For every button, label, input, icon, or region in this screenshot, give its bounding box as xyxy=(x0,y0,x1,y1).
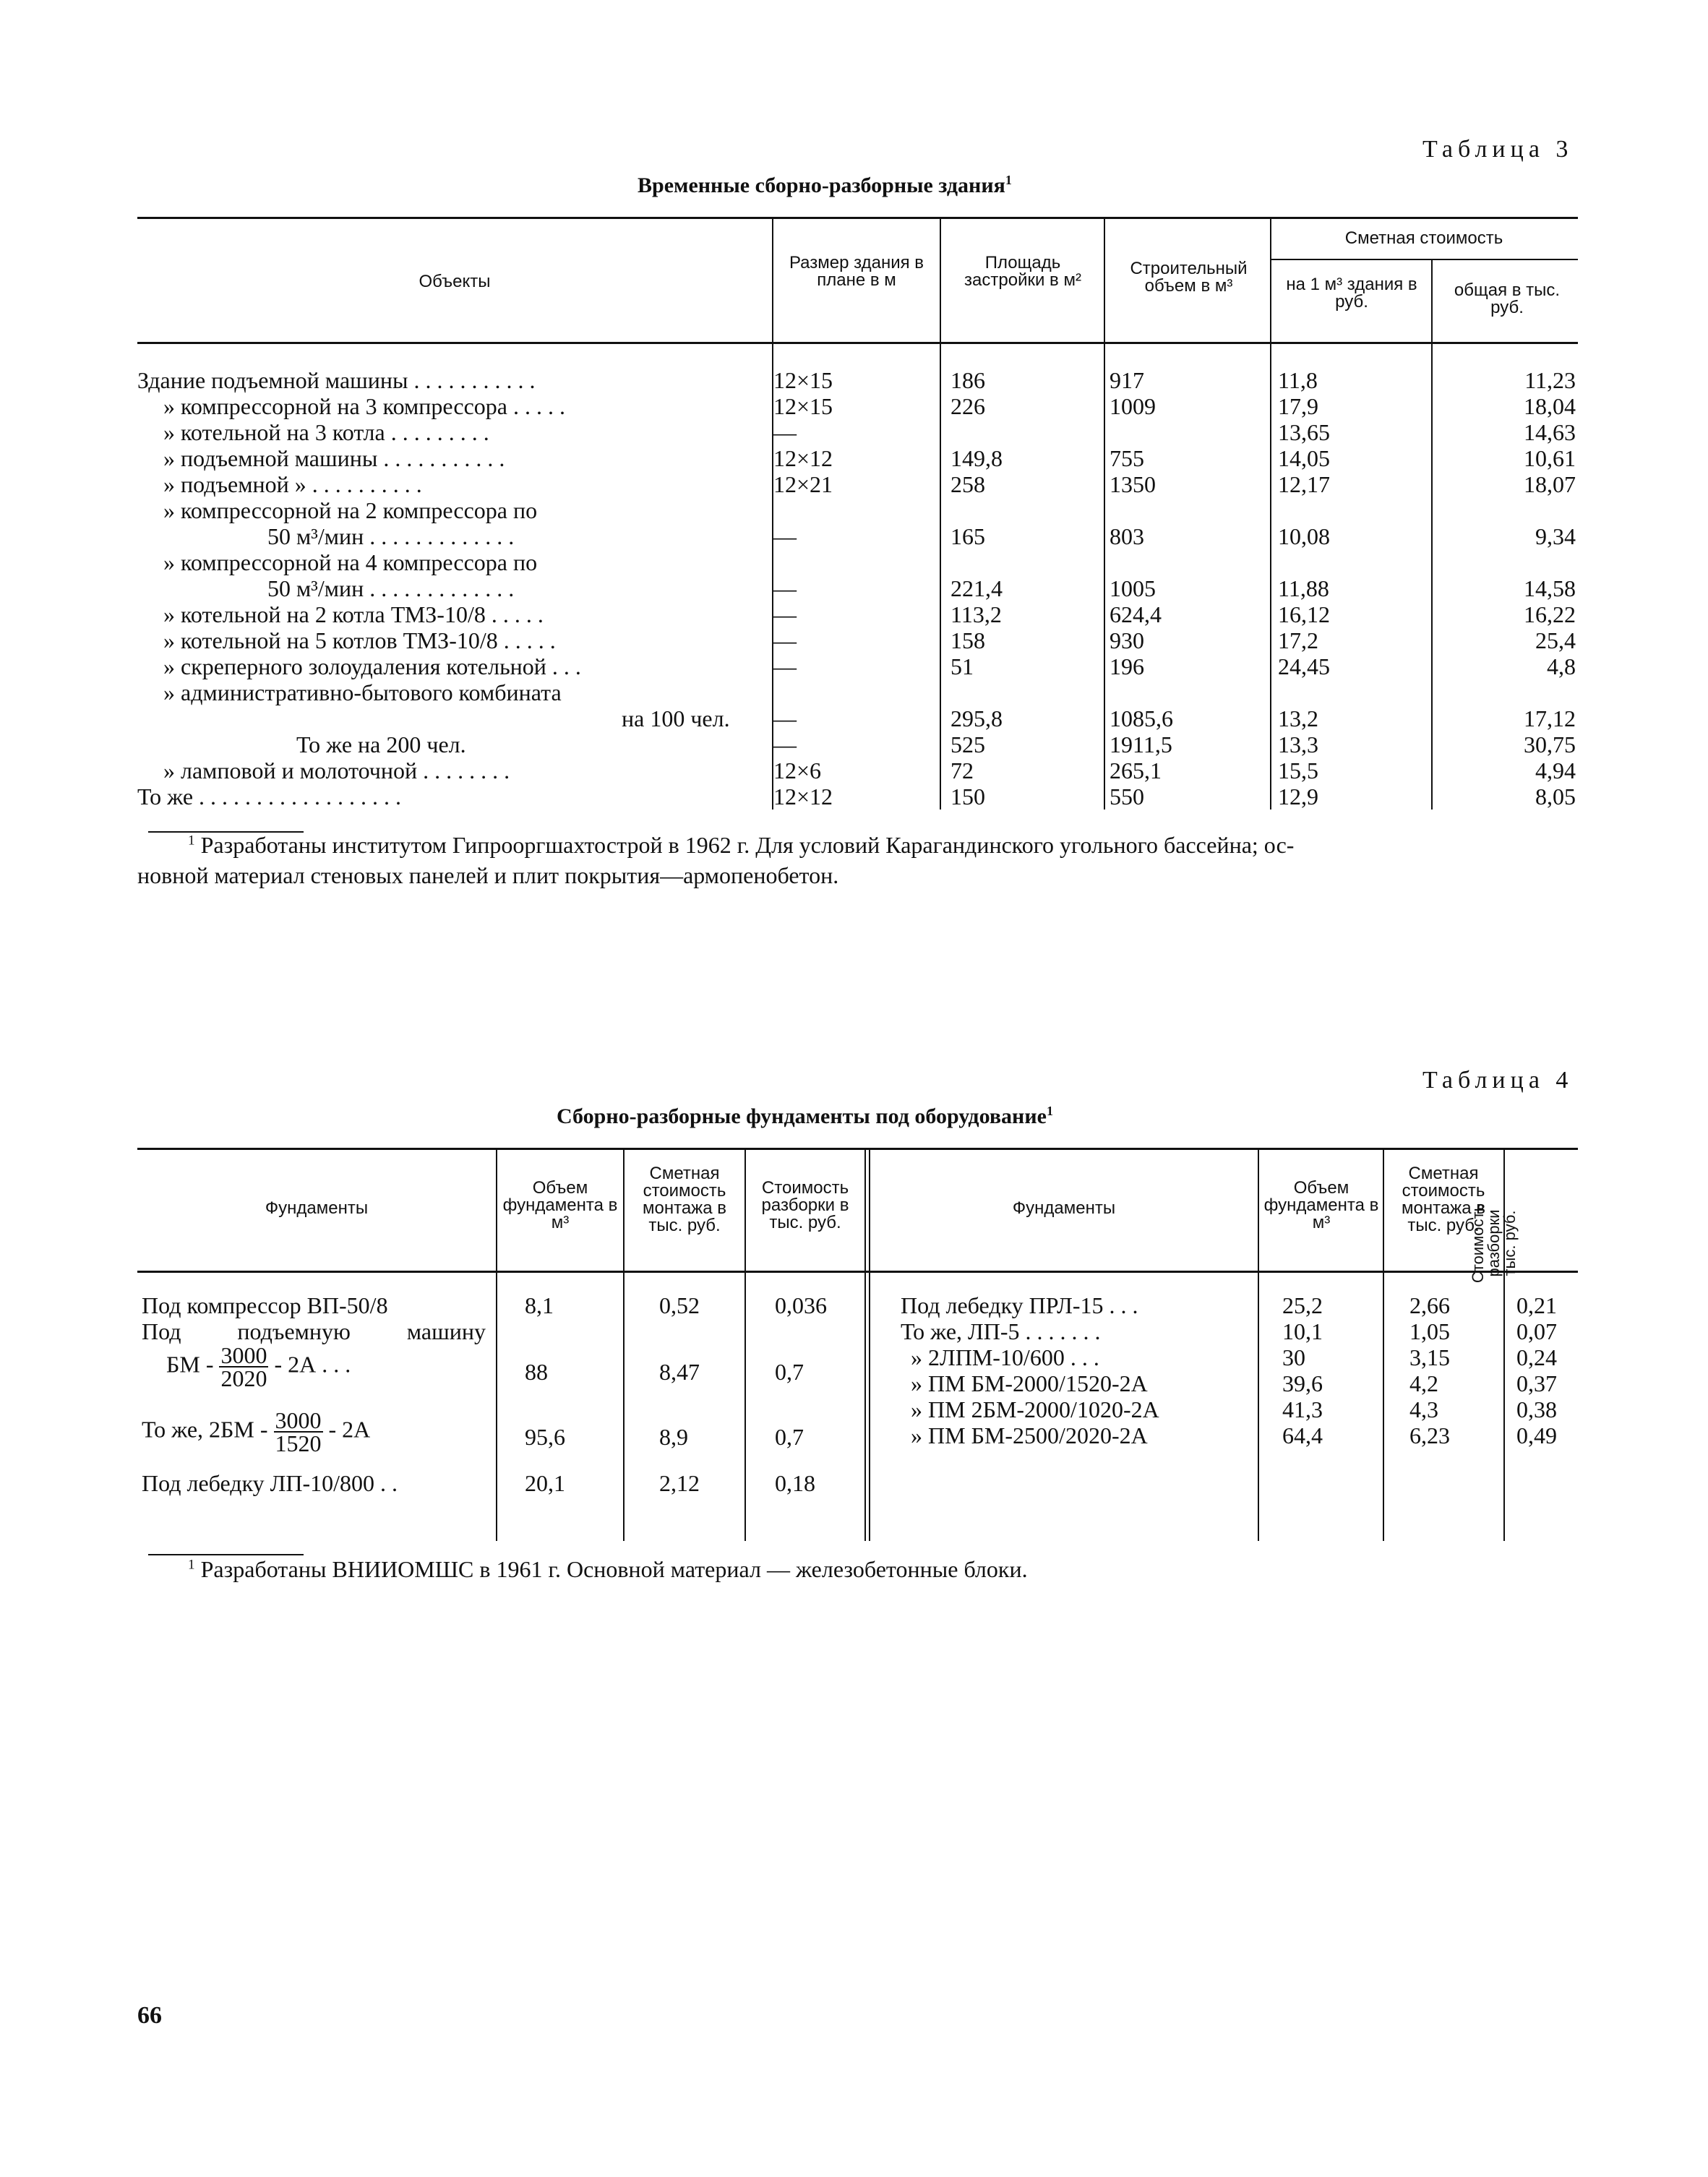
t4-right-row-4-volume: 39,6 xyxy=(1282,1370,1323,1396)
table4-col-sep-4a xyxy=(864,1148,866,1541)
table3-header-volume: Строительный объем в м³ xyxy=(1130,259,1248,296)
t4-left-row2-denominator: 2020 xyxy=(220,1365,267,1391)
table3-row-10-name: » котельной на 2 котла ТМЗ-10/8 . . . . . xyxy=(163,601,544,627)
table3-row-17-name: То же . . . . . . . . . . . . . . . . . . xyxy=(137,783,402,810)
t4-right-row-5-name: » ПМ 2БМ-2000/1020-2А xyxy=(911,1396,1159,1422)
t4-left-row2-line1: Под подъемную машину xyxy=(142,1318,486,1344)
table4-label: Таблица 4 xyxy=(1422,1067,1574,1094)
t4-right-row-2-volume: 10,1 xyxy=(1282,1318,1323,1344)
table3-col-sep-3 xyxy=(1104,217,1105,810)
t4-left-row2-prefix: БМ - xyxy=(166,1351,214,1378)
t4-left-row2-numerator: 3000 xyxy=(220,1342,267,1368)
table4-col-sep-6 xyxy=(1383,1148,1384,1541)
table3-row-16-volume: 265,1 xyxy=(1110,757,1162,783)
table3-row-15-area: 525 xyxy=(950,731,985,757)
t4-right-row-1-name: Под лебедку ПРЛ-15 . . . xyxy=(901,1292,1138,1318)
table3-row-9-per_m3: 11,88 xyxy=(1278,575,1329,601)
table3-row-7-name: 50 м³/мин . . . . . . . . . . . . . xyxy=(267,523,515,549)
table3-row-3-total: 14,63 xyxy=(1524,419,1576,445)
table4-footnote-mark: 1 xyxy=(188,1557,195,1573)
table4-header-volume: Объем фундамента в м³ xyxy=(502,1178,618,1232)
table3-footnote-mark: 1 xyxy=(188,833,195,849)
table3-row-17-total: 8,05 xyxy=(1535,783,1576,810)
t4-right-row-3-install: 3,15 xyxy=(1409,1344,1450,1370)
table3-cost-group-rule xyxy=(1270,259,1578,260)
table3-row-11-name: » котельной на 5 котлов ТМЗ-10/8 . . . . . xyxy=(163,627,556,653)
t4-left-row2-suffix: - 2А . . . xyxy=(274,1351,351,1378)
table3-row-1-per_m3: 11,8 xyxy=(1278,367,1318,393)
t4-left-row3-numerator: 3000 xyxy=(275,1407,322,1433)
table3-row-2-name: » компрессорной на 3 компрессора . . . . . xyxy=(163,393,565,419)
table3-row-9-area: 221,4 xyxy=(950,575,1003,601)
table3-row-7-size: — xyxy=(773,523,797,549)
t4-right-row-6-name: » ПМ БМ-2500/2020-2А xyxy=(911,1422,1148,1448)
table3-row-10-size: — xyxy=(773,601,797,627)
table3-row-2-volume: 1009 xyxy=(1110,393,1156,419)
table3-row-4-total: 10,61 xyxy=(1524,445,1576,471)
table3-row-11-volume: 930 xyxy=(1110,627,1144,653)
table4-title-footnote-mark: 1 xyxy=(1046,1104,1053,1118)
table3-title xyxy=(638,173,1012,198)
table3-row-5-total: 18,07 xyxy=(1524,471,1576,497)
table3-row-3-size: — xyxy=(773,419,797,445)
t4-right-row-1-install: 2,66 xyxy=(1409,1292,1450,1318)
table3-row-14-name: на 100 чел. xyxy=(622,705,730,731)
table3-row-15-name: То же на 200 чел. xyxy=(296,731,466,757)
table3-header-cost-per-m3: на 1 м³ здания в руб. xyxy=(1286,275,1417,312)
table3-row-10-total: 16,22 xyxy=(1524,601,1576,627)
table4-col-sep-5 xyxy=(1258,1148,1259,1541)
t4-left-row2-install: 8,47 xyxy=(659,1359,700,1385)
t4-right-row-2-name: То же, ЛП-5 . . . . . . . xyxy=(901,1318,1101,1344)
table3-footnote xyxy=(137,830,1576,890)
table3-header-size: Размер здания в плане в м xyxy=(789,253,924,290)
table4-col-sep-3 xyxy=(744,1148,746,1541)
table3-row-16-per_m3: 15,5 xyxy=(1278,757,1318,783)
table3-row-15-total: 30,75 xyxy=(1524,731,1576,757)
table4-col-sep-4b xyxy=(869,1148,870,1541)
t4-left-row2-name xyxy=(166,1344,351,1389)
table3-row-4-name: » подъемной машины . . . . . . . . . . . xyxy=(163,445,505,471)
table3-header-cost-total: общая в тыс. руб. xyxy=(1454,280,1561,317)
table3-row-4-volume: 755 xyxy=(1110,445,1144,471)
table4-header-install-cost: Сметная стоимость монтажа в тыс. руб. xyxy=(643,1164,726,1235)
table3-row-2-total: 18,04 xyxy=(1524,393,1576,419)
table3-row-10-area: 113,2 xyxy=(950,601,1002,627)
table4-header-rule xyxy=(137,1271,1578,1273)
table3-row-1-name: Здание подъемной машины . . . . . . . . . . . xyxy=(137,367,536,393)
t4-left-row3-dismantle: 0,7 xyxy=(775,1424,804,1450)
table3-row-2-size: 12×15 xyxy=(773,393,833,419)
t4-left-row3-denominator: 1520 xyxy=(275,1430,322,1456)
table3-row-16-size: 12×6 xyxy=(773,757,822,783)
table3-row-9-volume: 1005 xyxy=(1110,575,1156,601)
t4-left-row3-volume: 95,6 xyxy=(525,1424,565,1450)
table4-header-foundations: Фундаменты xyxy=(265,1198,369,1218)
table3-header-rule xyxy=(137,342,1578,344)
table3-row-16-name: » ламповой и молоточной . . . . . . . . xyxy=(163,757,510,783)
t4-right-row-2-install: 1,05 xyxy=(1409,1318,1450,1344)
table3-row-15-volume: 1911,5 xyxy=(1110,731,1172,757)
table3-row-12-size: — xyxy=(773,653,797,679)
table4-col-sep-1 xyxy=(496,1148,497,1541)
table4-footnote xyxy=(188,1554,1561,1584)
table3-row-14-total: 17,12 xyxy=(1524,705,1576,731)
t4-right-row-4-name: » ПМ БМ-2000/1520-2А xyxy=(911,1370,1148,1396)
t4-left-row3-prefix: То же, 2БМ - xyxy=(142,1416,268,1443)
table3-row-14-volume: 1085,6 xyxy=(1110,705,1173,731)
t4-left-row4-volume: 20,1 xyxy=(525,1470,565,1496)
table3-col-sep-4 xyxy=(1270,217,1271,810)
table3-row-7-total: 9,34 xyxy=(1535,523,1576,549)
table3-header-cost-group: Сметная стоимость xyxy=(1344,228,1503,248)
table3-row-1-size: 12×15 xyxy=(773,367,833,393)
table3-row-3-name: » котельной на 3 котла . . . . . . . . . xyxy=(163,419,489,445)
table3-row-11-size: — xyxy=(773,627,797,653)
table4-footnote-text: Разработаны ВНИИОМШС в 1961 г. Основной материал — железобетонные блоки. xyxy=(200,1556,1028,1582)
t4-left-row1-name: Под компрессор ВП-50/8 xyxy=(142,1292,388,1318)
t4-left-row3-suffix: - 2А xyxy=(328,1416,371,1443)
t4-right-row-6-volume: 64,4 xyxy=(1282,1422,1323,1448)
table3-row-17-per_m3: 12,9 xyxy=(1278,783,1318,810)
table3-row-17-size: 12×12 xyxy=(773,783,833,810)
table3-row-15-per_m3: 13,3 xyxy=(1278,731,1318,757)
table4-top-rule xyxy=(137,1148,1578,1150)
t4-right-row-3-name: » 2ЛПМ-10/600 . . . xyxy=(911,1344,1099,1370)
t4-left-row3-fraction xyxy=(274,1409,323,1454)
table3-row-10-per_m3: 16,12 xyxy=(1278,601,1330,627)
table3-row-9-size: — xyxy=(773,575,797,601)
table3-row-6-name: » компрессорной на 2 компрессора по xyxy=(163,497,538,523)
table3-header-objects: Объекты xyxy=(419,272,491,291)
table4-col-sep-2 xyxy=(623,1148,625,1541)
table3-row-17-area: 150 xyxy=(950,783,985,810)
t4-left-row3-install: 8,9 xyxy=(659,1424,688,1450)
table3-row-4-area: 149,8 xyxy=(950,445,1003,471)
table3-row-7-per_m3: 10,08 xyxy=(1278,523,1330,549)
table4-title-text: Сборно-разборные фундаменты под оборудование xyxy=(557,1104,1047,1128)
t4-right-row-4-install: 4,2 xyxy=(1409,1370,1438,1396)
table3-col-sep-2 xyxy=(940,217,941,810)
table4-header-foundations-right: Фундаменты xyxy=(1012,1198,1116,1218)
table3-row-3-per_m3: 13,65 xyxy=(1278,419,1330,445)
table3-row-4-size: 12×12 xyxy=(773,445,833,471)
t4-left-row2-volume: 88 xyxy=(525,1359,548,1385)
t4-right-row-2-dismantle: 0,07 xyxy=(1516,1318,1557,1344)
table3-row-5-name: » подъемной » . . . . . . . . . . xyxy=(163,471,422,497)
t4-right-row-4-dismantle: 0,37 xyxy=(1516,1370,1557,1396)
table3-title-text: Временные сборно-разборные здания xyxy=(638,173,1005,197)
table3-row-5-volume: 1350 xyxy=(1110,471,1156,497)
table3-row-11-per_m3: 17,2 xyxy=(1278,627,1318,653)
table3-row-5-size: 12×21 xyxy=(773,471,833,497)
table3-title-footnote-mark: 1 xyxy=(1005,173,1012,187)
table3-row-7-area: 165 xyxy=(950,523,985,549)
table3-row-11-area: 158 xyxy=(950,627,985,653)
table3-row-4-per_m3: 14,05 xyxy=(1278,445,1330,471)
table3-row-1-area: 186 xyxy=(950,367,985,393)
table3-row-12-total: 4,8 xyxy=(1547,653,1576,679)
table3-row-9-name: 50 м³/мин . . . . . . . . . . . . . xyxy=(267,575,515,601)
t4-right-row-3-volume: 30 xyxy=(1282,1344,1305,1370)
table3-label: Таблица 3 xyxy=(1422,136,1574,163)
table3-row-8-name: » компрессорной на 4 компрессора по xyxy=(163,549,538,575)
t4-right-row-5-volume: 41,3 xyxy=(1282,1396,1323,1422)
table3-row-9-total: 14,58 xyxy=(1524,575,1576,601)
table3-footnote-line2: новной материал стеновых панелей и плит покрытия—армопенобетон. xyxy=(137,862,839,888)
table3-row-16-area: 72 xyxy=(950,757,974,783)
t4-right-row-3-dismantle: 0,24 xyxy=(1516,1344,1557,1370)
table3-row-1-volume: 917 xyxy=(1110,367,1144,393)
t4-left-row1-dismantle: 0,036 xyxy=(775,1292,827,1318)
t4-right-row-6-install: 6,23 xyxy=(1409,1422,1450,1448)
table3-row-16-total: 4,94 xyxy=(1535,757,1576,783)
table3-row-12-name: » скреперного золоудаления котельной . . . xyxy=(163,653,581,679)
table3-row-5-per_m3: 12,17 xyxy=(1278,471,1330,497)
t4-right-row-1-volume: 25,2 xyxy=(1282,1292,1323,1318)
table3-row-2-per_m3: 17,9 xyxy=(1278,393,1318,419)
table3-row-12-area: 51 xyxy=(950,653,974,679)
table4-header-dismantle-cost: Стоимость разборки в тыс. руб. xyxy=(761,1178,849,1232)
t4-right-row-5-dismantle: 0,38 xyxy=(1516,1396,1557,1422)
t4-left-row4-dismantle: 0,18 xyxy=(775,1470,815,1496)
t4-right-row-1-dismantle: 0,21 xyxy=(1516,1292,1557,1318)
table3-row-11-total: 25,4 xyxy=(1535,627,1576,653)
t4-left-row4-name: Под лебедку ЛП-10/800 . . xyxy=(142,1470,398,1496)
table3-row-10-volume: 624,4 xyxy=(1110,601,1162,627)
t4-right-row-5-install: 4,3 xyxy=(1409,1396,1438,1422)
table3-row-15-size: — xyxy=(773,731,797,757)
table3-row-12-volume: 196 xyxy=(1110,653,1144,679)
table3-row-14-per_m3: 13,2 xyxy=(1278,705,1318,731)
t4-left-row2-fraction xyxy=(219,1344,268,1389)
t4-left-row4-install: 2,12 xyxy=(659,1470,700,1496)
page-number: 66 xyxy=(137,2002,162,2029)
t4-left-row1-install: 0,52 xyxy=(659,1292,700,1318)
t4-left-row3-name xyxy=(142,1409,370,1454)
table4-header-dismantle-cost-right: Стоимость разборки тыс. руб. xyxy=(1469,1203,1519,1284)
table3-header-area: Площадь застройки в м² xyxy=(964,253,1081,290)
table3-top-rule xyxy=(137,217,1578,219)
table3-row-5-area: 258 xyxy=(950,471,985,497)
t4-left-row2-dismantle: 0,7 xyxy=(775,1359,804,1385)
table3-col-sep-5 xyxy=(1431,259,1433,810)
table4-header-volume-right: Объем фундамента в м³ xyxy=(1263,1178,1379,1232)
table4-title xyxy=(557,1104,1053,1129)
t4-right-row-6-dismantle: 0,49 xyxy=(1516,1422,1557,1448)
table3-row-1-total: 11,23 xyxy=(1524,367,1576,393)
table3-row-13-name: » административно-бытового комбината xyxy=(163,679,562,705)
table4-header-install-cost-right: Сметная стоимость монтажа в тыс. руб. xyxy=(1402,1164,1485,1235)
table3-row-7-volume: 803 xyxy=(1110,523,1144,549)
t4-left-row1-volume: 8,1 xyxy=(525,1292,554,1318)
table3-row-14-area: 295,8 xyxy=(950,705,1003,731)
table3-footnote-line1: Разработаны институтом Гипрооргшахтострой в 1962 г. Для условий Карагандинского угольного бассейна; ос- xyxy=(200,832,1295,858)
table3-row-17-volume: 550 xyxy=(1110,783,1144,810)
table3-row-14-size: — xyxy=(773,705,797,731)
table3-row-12-per_m3: 24,45 xyxy=(1278,653,1330,679)
table3-row-2-area: 226 xyxy=(950,393,985,419)
